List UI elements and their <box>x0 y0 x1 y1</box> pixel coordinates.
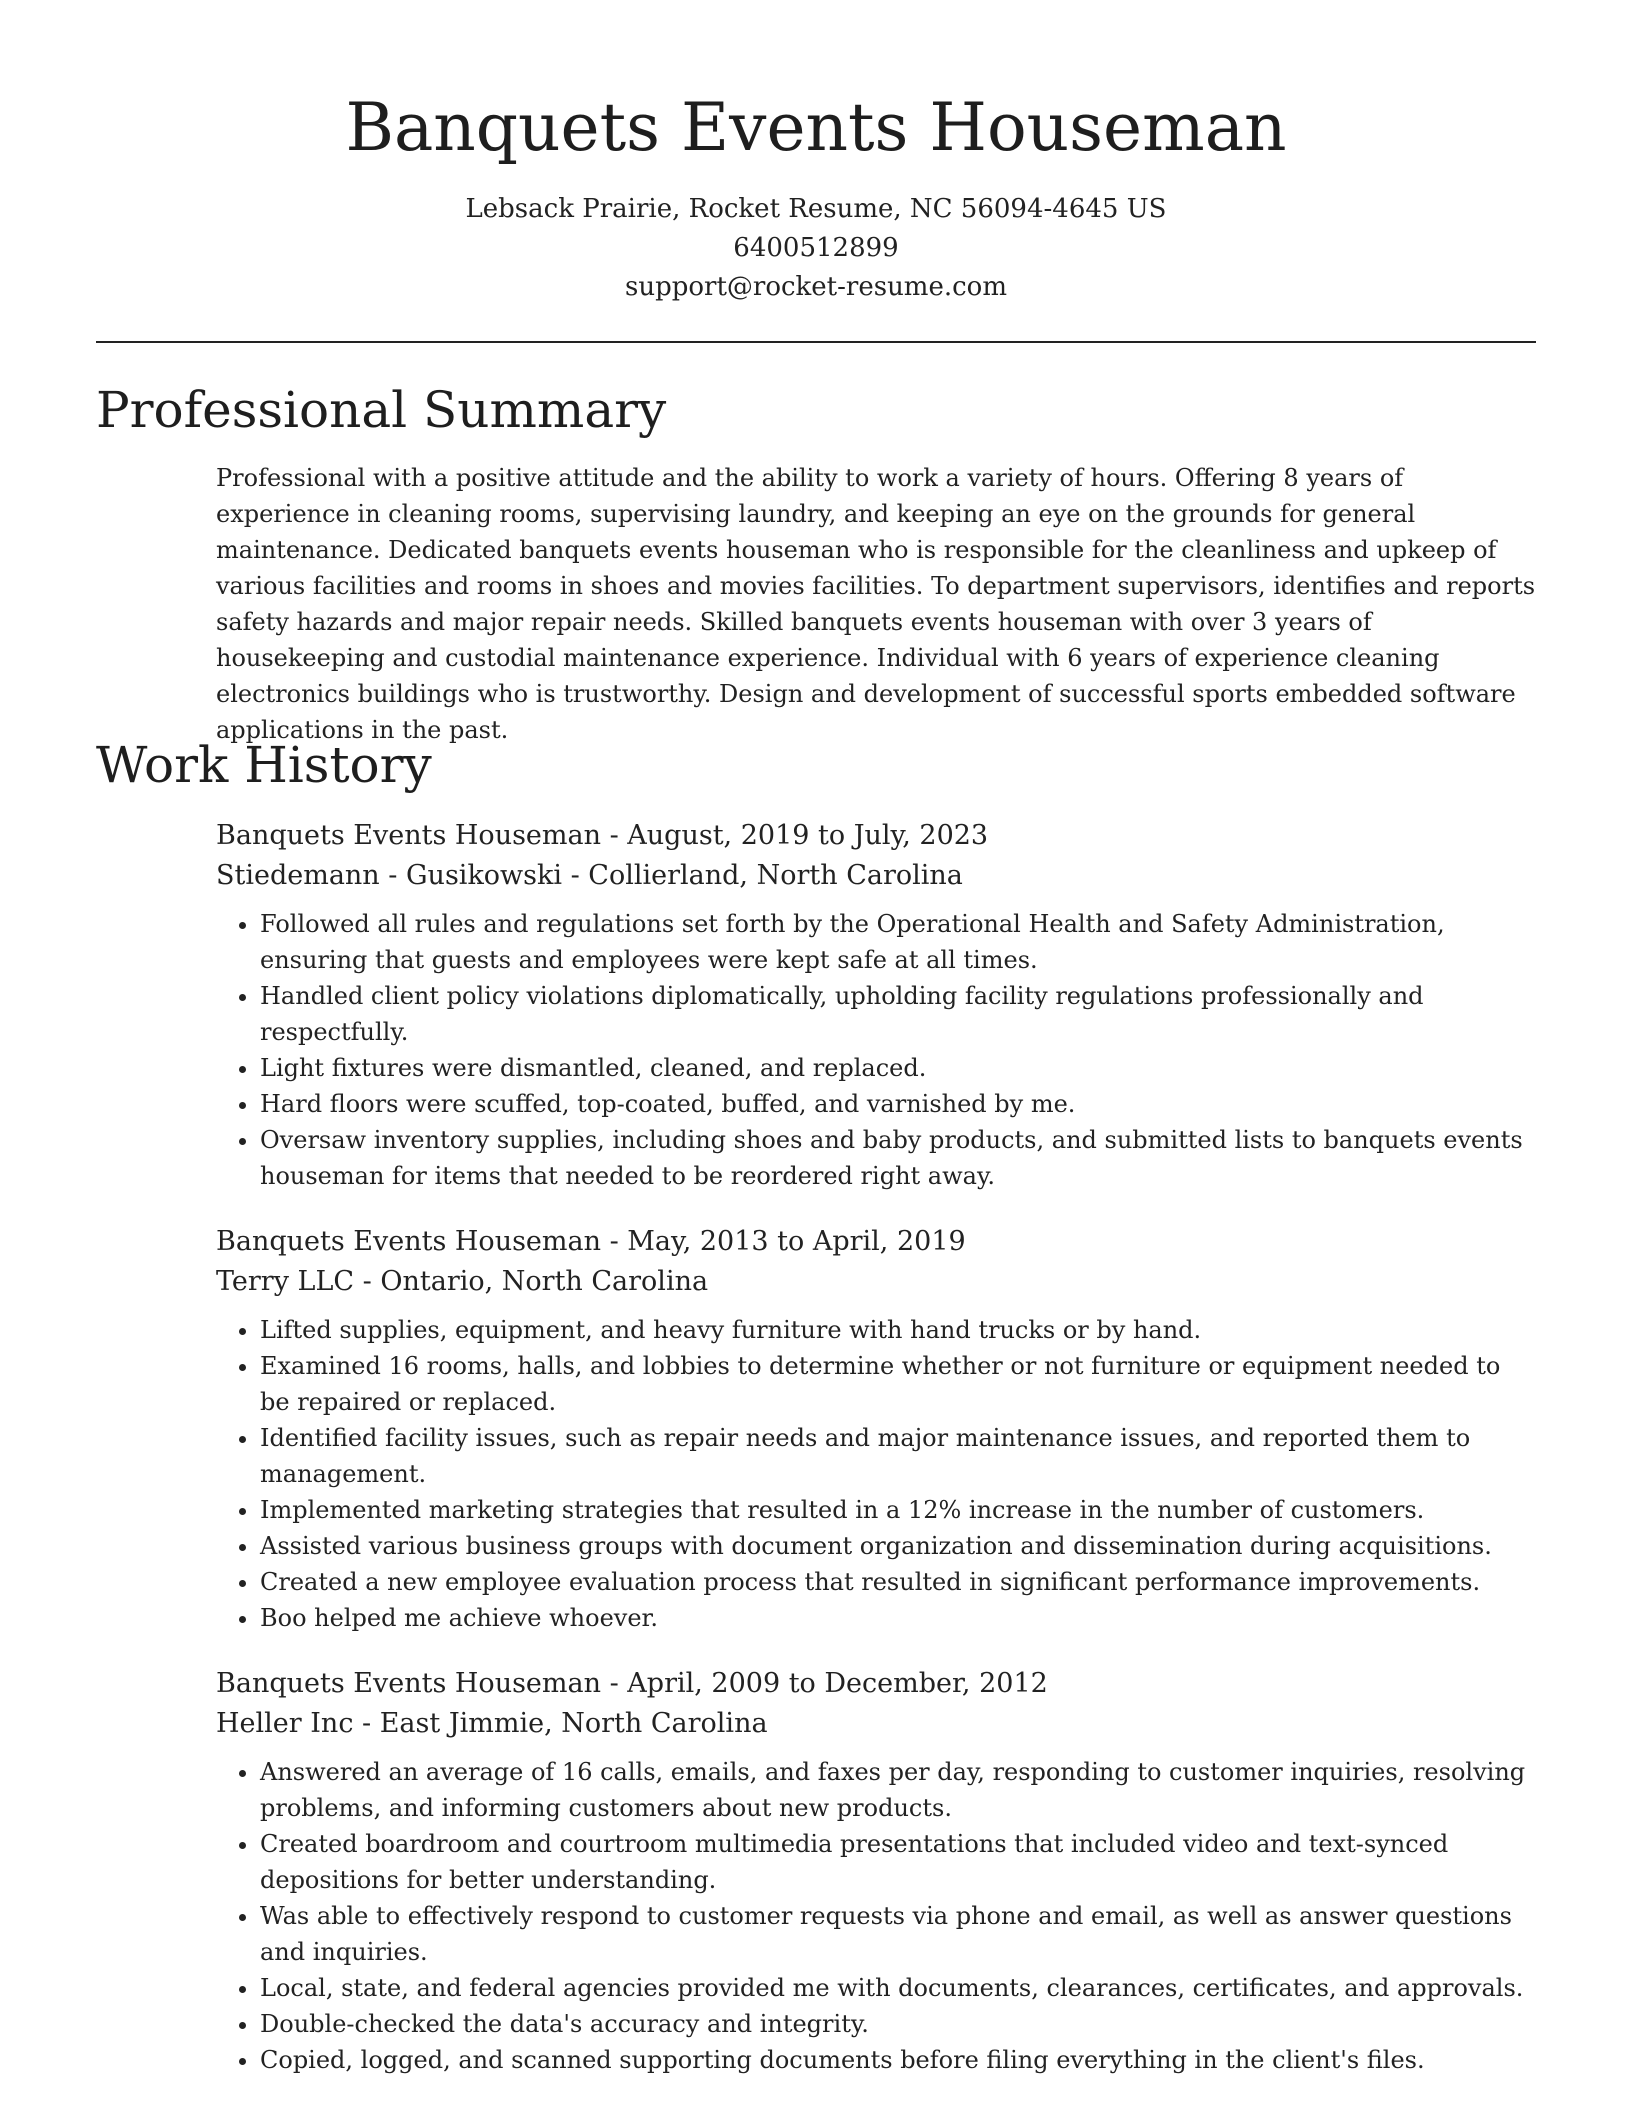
job-entry <box>216 1664 1536 2078</box>
resume-header <box>0 0 1632 307</box>
job-bullet: • Answered an average of 16 calls, emails, and faxes per day, responding to customer inquiries, resolving problems, and informing customers about new products. <box>260 1754 1536 1826</box>
summary-text: Professional with a positive attitude and the ability to work a variety of hours. Offering 8 years of experience in cleaning rooms, supervising laundry, and keeping an eye on the grounds for general maintenance. Dedicated banquets events houseman who is responsible for the cleanliness and upkeep of various facilities and rooms in shoes and movies facilities. To department supervisors, identifies and reports safety hazards and major repair needs. Skilled banquets events houseman with over 3 years of housekeeping and custodial maintenance experience. Individual with 6 years of experience cleaning electronics buildings who is trustworthy. Design and development of successful sports embedded software applications in the past. <box>216 464 1536 744</box>
job-bullet: • Oversaw inventory supplies, including shoes and baby products, and submitted lists to banquets events houseman for items that needed to be reordered right away. <box>260 1122 1536 1194</box>
job-bullet: • Lifted supplies, equipment, and heavy furniture with hand trucks or by hand. <box>260 1312 1536 1348</box>
job-bullet: • Was able to effectively respond to customer requests via phone and email, as well as answer questions and inquiries. <box>260 1898 1536 1970</box>
job-title-line: Banquets Events Houseman - April, 2009 to December, 2012 <box>216 1668 1048 1699</box>
job-title-line: Banquets Events Houseman - August, 2019 to July, 2023 <box>216 820 989 851</box>
job-bullet: • Assisted various business groups with document organization and dissemination during acquisitions. <box>260 1528 1536 1564</box>
job-entry <box>216 1222 1536 1636</box>
contact-email: support@rocket-resume.com <box>624 272 1007 302</box>
job-company-line: Stiedemann - Gusikowski - Collierland, North Carolina <box>216 860 963 891</box>
work-history-list <box>216 816 1536 2106</box>
job-bullet: • Copied, logged, and scanned supporting documents before filing everything in the client's files. <box>260 2042 1536 2078</box>
job-bullets <box>216 906 1536 1194</box>
job-bullets <box>216 1754 1536 2078</box>
job-company-line: Terry LLC - Ontario, North Carolina <box>216 1266 709 1297</box>
contact-phone: 6400512899 <box>733 233 899 263</box>
job-bullet: • Implemented marketing strategies that resulted in a 12% increase in the number of customers. <box>260 1492 1536 1528</box>
job-bullet: • Local, state, and federal agencies provided me with documents, clearances, certificates, and approvals. <box>260 1970 1536 2006</box>
summary-heading: Professional Summary <box>96 381 667 439</box>
header-divider <box>96 341 1536 343</box>
job-bullet: • Boo helped me achieve whoever. <box>260 1600 1536 1636</box>
job-bullet: • Examined 16 rooms, halls, and lobbies to determine whether or not furniture or equipment needed to be repaired or replaced. <box>260 1348 1536 1420</box>
contact-address: Lebsack Prairie, Rocket Resume, NC 56094-4645 US <box>465 194 1167 224</box>
job-bullets <box>216 1312 1536 1636</box>
contact-block <box>0 190 1632 307</box>
job-bullet: • Identified facility issues, such as repair needs and major maintenance issues, and reported them to management. <box>260 1420 1536 1492</box>
job-company-line: Heller Inc - East Jimmie, North Carolina <box>216 1708 768 1739</box>
job-bullet: • Followed all rules and regulations set forth by the Operational Health and Safety Administration, ensuring that guests and employees were kept safe at all times. <box>260 906 1536 978</box>
job-bullet: • Created boardroom and courtroom multimedia presentations that included video and text-synced depositions for better understanding. <box>260 1826 1536 1898</box>
job-title-line: Banquets Events Houseman - May, 2013 to April, 2019 <box>216 1226 966 1257</box>
work-history-heading: Work History <box>96 736 432 794</box>
job-bullet: • Light fixtures were dismantled, cleaned, and replaced. <box>260 1050 1536 1086</box>
job-entry <box>216 816 1536 1194</box>
job-bullet: • Created a new employee evaluation process that resulted in significant performance improvements. <box>260 1564 1536 1600</box>
job-bullet: • Hard floors were scuffed, top-coated, buffed, and varnished by me. <box>260 1086 1536 1122</box>
candidate-name: Banquets Events Houseman <box>345 89 1287 166</box>
job-bullet: • Handled client policy violations diplomatically, upholding facility regulations professionally and respectfully. <box>260 978 1536 1050</box>
job-bullet: • Double-checked the data's accuracy and integrity. <box>260 2006 1536 2042</box>
